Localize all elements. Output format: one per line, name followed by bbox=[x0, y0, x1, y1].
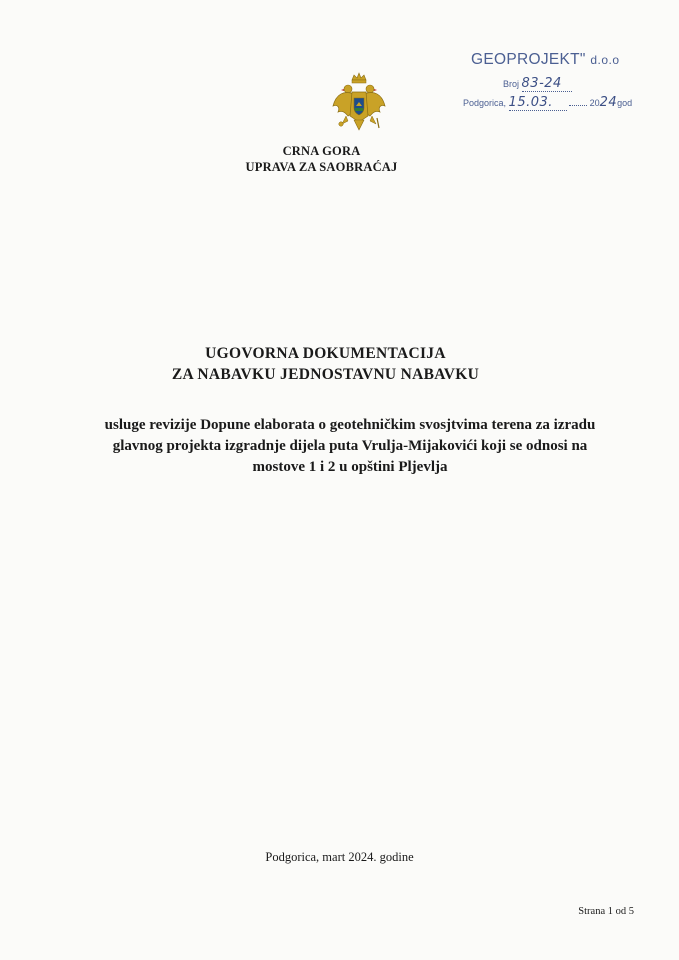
stamp-date-value: 15.03. bbox=[508, 95, 553, 110]
stamp-number-value: 83-24 bbox=[521, 76, 562, 91]
stamp-company bbox=[471, 51, 620, 69]
stamp-year-suffix: god bbox=[617, 98, 633, 108]
stamp-number-label: Broj bbox=[503, 79, 520, 89]
place-and-date: Podgorica, mart 2024. godine bbox=[265, 850, 414, 864]
document-title-line1: UGOVORNA DOKUMENTACIJA bbox=[205, 345, 446, 362]
stamp-city-label: Podgorica, bbox=[463, 98, 507, 108]
stamp-company-name: GEOPROJEKT" bbox=[471, 51, 586, 68]
stamp-number-row bbox=[503, 76, 572, 92]
stamp-date-row bbox=[463, 95, 632, 111]
document-title-line2: ZA NABAVKU JEDNOSTAVNU NABAVKU bbox=[171, 366, 480, 383]
page-number: Strana 1 od 5 bbox=[578, 906, 634, 917]
stamp-year-prefix: 20 bbox=[589, 98, 600, 108]
country-name: CRNA GORA bbox=[282, 144, 361, 158]
authority-name: UPRAVA ZA SAOBRAĆAJ bbox=[245, 160, 398, 174]
coat-of-arms-emblem-icon bbox=[330, 72, 388, 134]
stamp-year-value: 24 bbox=[599, 95, 618, 110]
stamp-company-suffix: d.o.o bbox=[590, 53, 620, 67]
registration-stamp bbox=[455, 45, 635, 115]
procurement-subject: usluge revizije Dopune elaborata o geotehničkim svosjtvima terena za izradu glavnog projekta izgradnje dijela puta Vrulja-Mijakovići koji se odnosi na mostove 1 i 2 u opštini Pljevlja bbox=[104, 417, 596, 475]
